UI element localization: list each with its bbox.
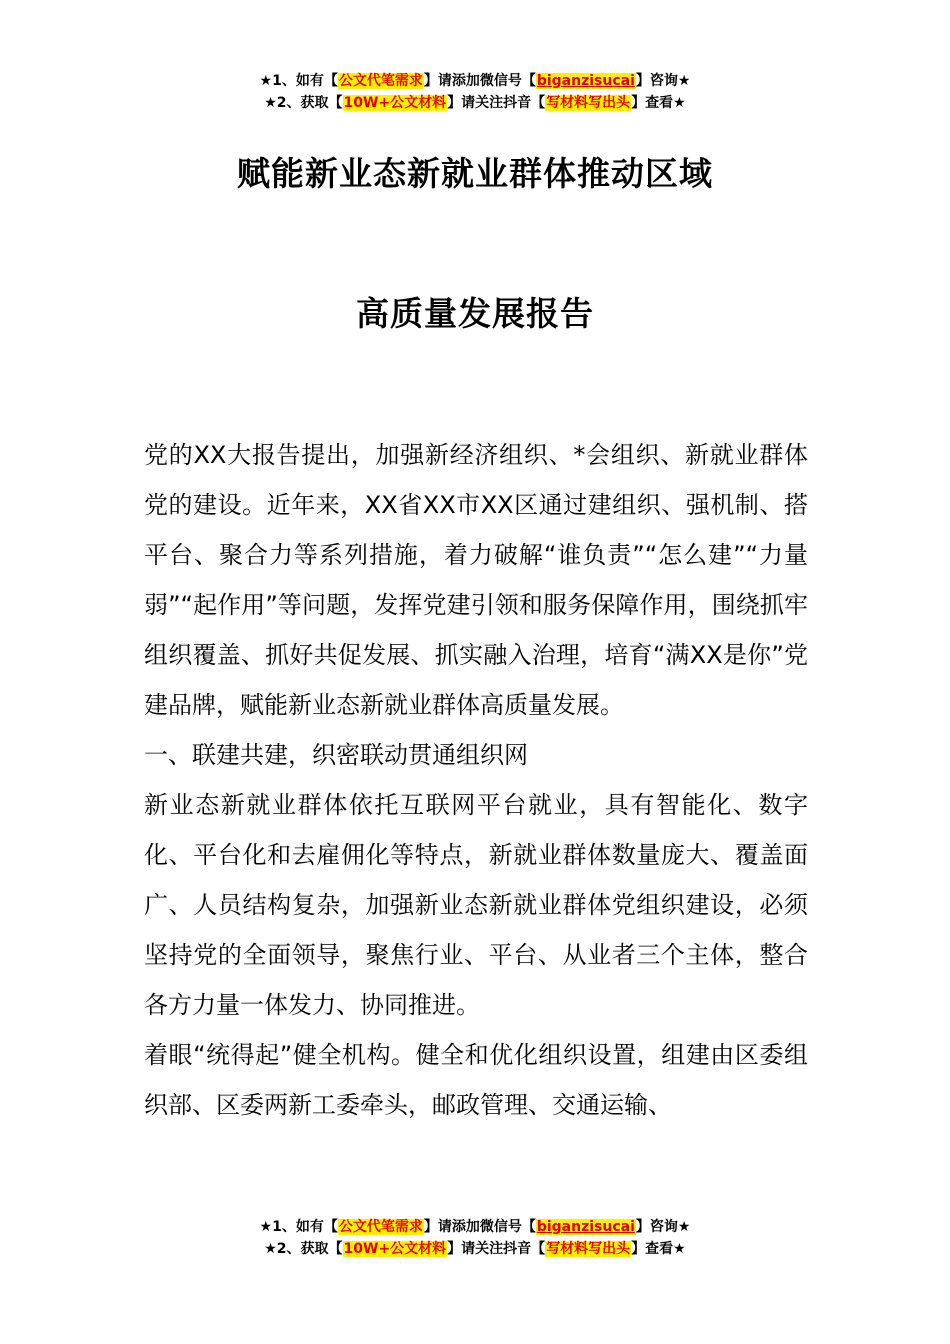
banner-text: 】查看★ (631, 95, 686, 111)
document-title-line-1: 赋能新业态新就业群体推动区域 (237, 154, 713, 193)
banner-text: ★2、获取【 (264, 1241, 343, 1257)
banner-text: 】咨询★ (635, 73, 691, 89)
banner-line-1 (0, 70, 950, 92)
highlight-text: 写材料写出头 (546, 95, 631, 111)
banner-line-2 (0, 92, 950, 114)
banner-text: 】查看★ (631, 1241, 686, 1257)
banner-line-1 (0, 1216, 950, 1238)
paragraph: 新业态新就业群体依托互联网平台就业，具有智能化、数字化、平台化和去雇佣化等特点，新就业群体数量庞大、覆盖面广、人员结构复杂，加强新业态新就业群体党组织建设，必须坚持党的全面领导，聚焦行业、平台、从业者三个主体，整合各方力量一体发力、协同推进。 (144, 791, 808, 1019)
document-title-line-2: 高质量发展报告 (356, 294, 594, 333)
banner-text: 】请添加微信号【 (423, 73, 536, 89)
banner-text: 】请添加微信号【 (423, 1219, 536, 1235)
banner-line-2 (0, 1238, 950, 1260)
banner-text: 】咨询★ (635, 1219, 691, 1235)
paragraph: 着眼“统得起”健全机构。健全和优化组织设置，组建由区委组织部、区委两新工委牵头，邮政管理、交通运输、 (144, 1041, 808, 1119)
highlight-text: 10W+公文材料 (343, 1241, 447, 1257)
header-banner (0, 70, 950, 114)
banner-text: 】请关注抖音【 (447, 1241, 546, 1257)
highlight-text: 10W+公文材料 (343, 95, 447, 111)
highlight-text: 公文代笔需求 (338, 1219, 423, 1235)
banner-text: ★2、获取【 (264, 95, 343, 111)
section-heading: 一、联建共建，织密联动贯通组织网 (144, 741, 528, 769)
highlight-text: 公文代笔需求 (338, 73, 423, 89)
highlight-text: 写材料写出头 (546, 1241, 631, 1257)
banner-text: ★1、如有【 (259, 73, 338, 89)
footer-banner (0, 1216, 950, 1260)
wechat-id-link[interactable]: biganzisucai (536, 73, 635, 89)
paragraph-intro: 党的XX大报告提出，加强新经济组织、*会组织、新就业群体党的建设。近年来，XX省XX市XX区通过建组织、强机制、搭平台、聚合力等系列措施，着力破解“谁负责”“怎么建”“力量弱”“起作用”等问题，发挥党建引领和服务保障作用，围绕抓牢组织覆盖、抓好共促发展、抓实融入治理，培育“满XX是你”党建品牌，赋能新业态新就业群体高质量发展。 (144, 441, 808, 719)
document-body (144, 430, 808, 1130)
banner-text: ★1、如有【 (259, 1219, 338, 1235)
wechat-id-link[interactable]: biganzisucai (536, 1219, 635, 1235)
banner-text: 】请关注抖音【 (447, 95, 546, 111)
